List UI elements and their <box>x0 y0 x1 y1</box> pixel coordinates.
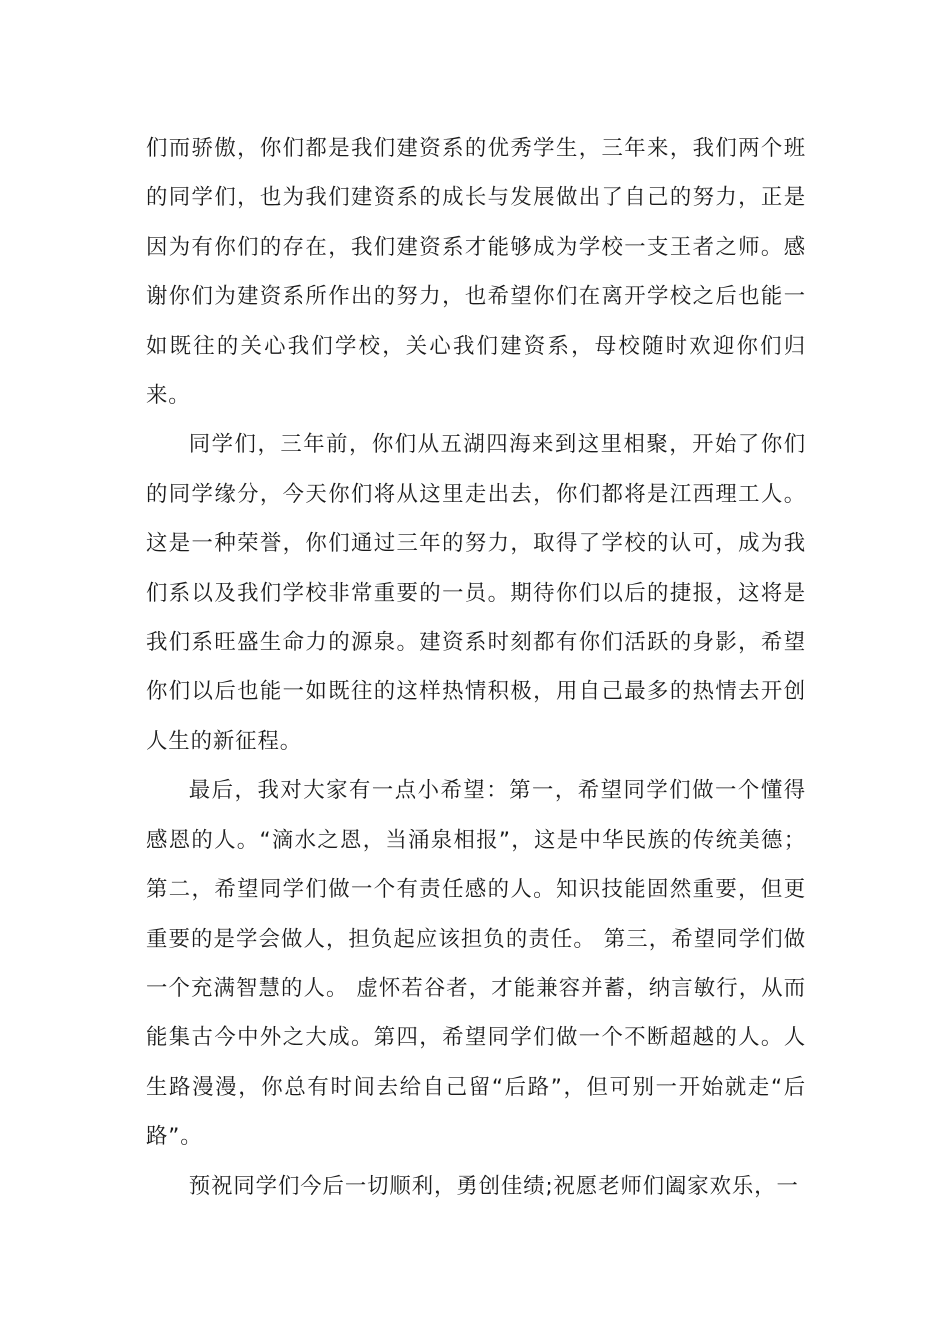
paragraph-wishes: 预祝同学们今后一切顺利，勇创佳绩;祝愿老师们阖家欢乐，一 <box>188 1173 799 1199</box>
paragraph-classmates: 同学们，三年前，你们从五湖四海来到这里相聚，开始了你们的同学缘分，今天你们将从这里走出去，你们都将是江西理工人。这是一种荣誉，你们通过三年的努力，取得了学校的认可，成为我们系以及我们学校非常重要的一员。期待你们以后的捷报，这将是我们系旺盛生命力的源泉。建资系时刻都有你们活跃的身影，希望你们以后也能一如既往的这样热情积极，用自己最多的热情去开创人生的新征程。 <box>146 432 806 754</box>
paragraph-continuation: 们而骄傲，你们都是我们建资系的优秀学生，三年来，我们两个班的同学们，也为我们建资系的成长与发展做出了自己的努力，正是因为有你们的存在，我们建资系才能够成为学校一支王者之师。感谢你们为建资系所作出的努力，也希望你们在离开学校之后也能一如既往的关心我们学校，关心我们建资系，母校随时欢迎你们归来。 <box>146 136 806 409</box>
document-body <box>146 124 806 1211</box>
paragraph-hopes: 最后，我对大家有一点小希望：第一，希望同学们做一个懂得感恩的人。“滴水之恩，当涌泉相报”，这是中华民族的传统美德；第二，希望同学们做一个有责任感的人。知识技能固然重要，但更重要的是学会做人，担负起应该担负的责任。 第三，希望同学们做一个充满智慧的人。 虚怀若谷者，才能兼容并蓄，纳言敏行，从而能集古今中外之大成。第四，希望同学们做一个不断超越的人。人生路漫漫，你总有时间去给自己留“后路”，但可别一开始就走“后路”。 <box>146 778 806 1150</box>
